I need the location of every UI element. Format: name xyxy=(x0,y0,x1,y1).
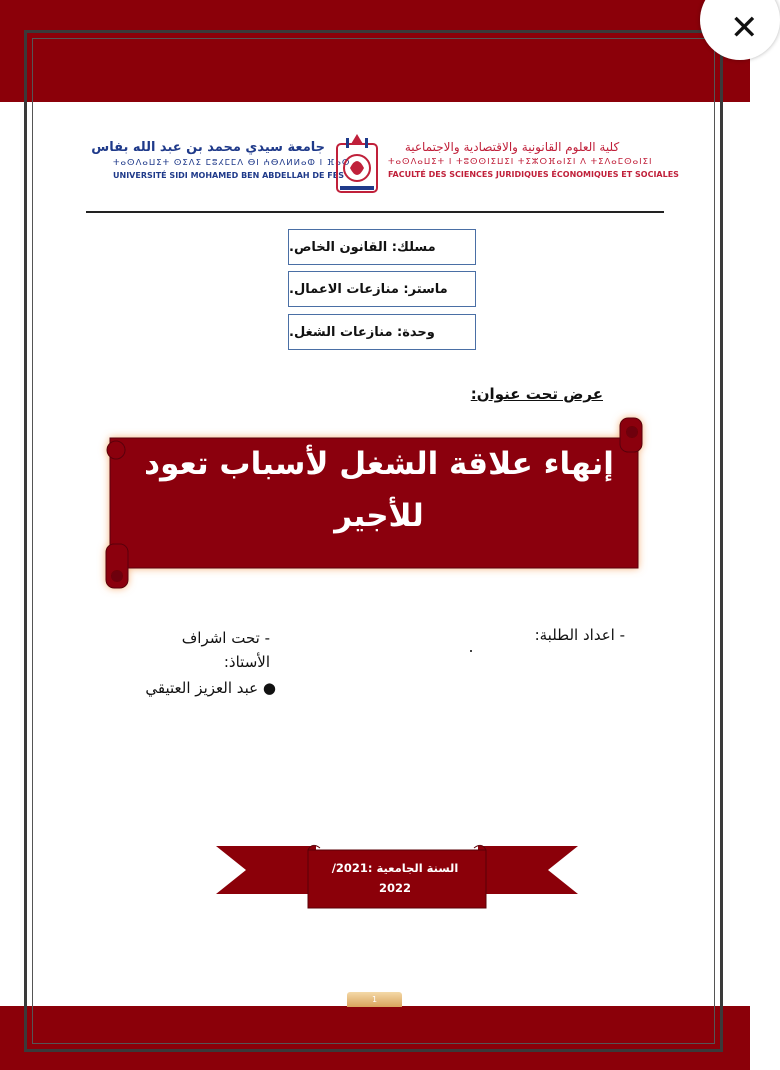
students-label: - اعداد الطلبة: xyxy=(534,626,625,644)
page-number: 1 xyxy=(347,992,402,1007)
university-name-ar: جامعة سيدي محمد بن عبد الله بفاس xyxy=(91,140,325,155)
close-icon: ✕ xyxy=(730,8,759,48)
supervisor-name xyxy=(108,679,276,697)
academic-year xyxy=(320,858,470,898)
academic-year-line-2: 2022 xyxy=(378,881,411,895)
presentation-subtitle: عرض تحت عنوان: xyxy=(470,385,603,403)
supervisor-label: - تحت اشراف الأستاذ: xyxy=(181,629,270,671)
academic-year-line-1: السنة الجامعية :2021/ xyxy=(331,861,459,875)
header-divider xyxy=(86,211,664,213)
university-name-tifinagh: ⵜⴰⵙⴷⴰⵡⵉⵜ ⵙⵉⴷⵉ ⵎⵓⵃⵎⵎⴷ ⴱⵏ ⵄⴱⴷⵍⵍⴰⵀ ⵏ ⴼⴰⵙ xyxy=(113,158,351,168)
master-box: ماستر: منازعات الاعمال. xyxy=(288,271,476,307)
bullet-icon: ● xyxy=(262,679,276,697)
supervisor-name-text: عبد العزيز العتيقي xyxy=(145,679,259,697)
faculty-name-ar: كلية العلوم القانونية والاقتصادية والاجتماعية xyxy=(404,140,620,154)
title-line-2: للأجير xyxy=(334,498,424,534)
university-emblem-icon xyxy=(332,130,382,196)
faculty-name-tifinagh: ⵜⴰⵙⴷⴰⵡⵉⵜ ⵏ ⵜⵓⵙⵙⵏⵉⵡⵉⵏ ⵜⵉⵣⵔⴼⴰⵏⵉⵏ ⴷ ⵜⵉⴷⴰⵎⵙⴰⵏⵉⵏ xyxy=(388,157,653,167)
university-header xyxy=(91,140,351,180)
title-line-1: إنهاء علاقة الشغل لأسباب تعود xyxy=(144,446,614,482)
presentation-title xyxy=(124,438,634,558)
faculty-header xyxy=(388,140,679,179)
track-box: مسلك: القانون الخاص. xyxy=(288,229,476,265)
stray-dot xyxy=(470,650,472,652)
university-name-fr: UNIVERSITÉ SIDI MOHAMED BEN ABDELLAH DE FES xyxy=(113,171,344,180)
module-box: وحدة: منازعات الشغل. xyxy=(288,314,476,350)
faculty-name-fr: FACULTÉ DES SCIENCES JURIDIQUES ÉCONOMIQUES ET SOCIALES xyxy=(388,170,679,179)
